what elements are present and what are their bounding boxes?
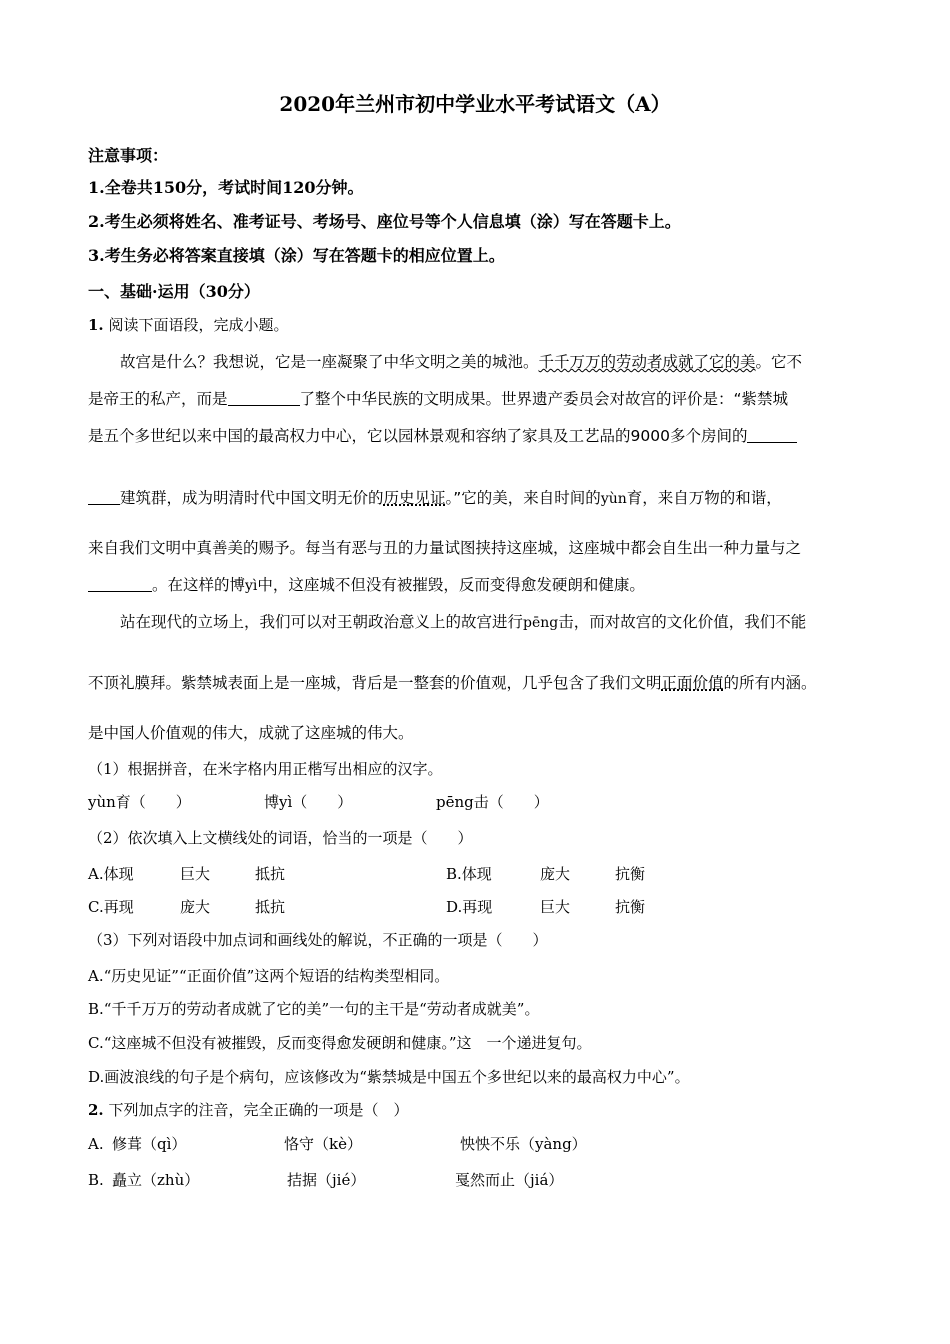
option-a-word-2: 巨大 [180, 865, 211, 883]
pinyin: yùn [600, 491, 627, 507]
passage-line-3 [88, 426, 797, 446]
passage-text: 中，这座城不但没有被摧毁，反而变得愈发硬朗和健康。 [257, 576, 645, 594]
pinyin-item-1: yùn育（ ） [88, 793, 191, 811]
passage-text: 是中国人价值观的伟大，成就了这座城的伟大。 [88, 724, 414, 742]
passage-text: 故宫是什么？我想说，它是一座凝聚了中华文明之美的城池。 [120, 353, 539, 371]
option-d-word-3: 抗衡 [615, 898, 646, 916]
sub3-option-c: C.“这座城不但没有被摧毁，反而变得愈发硬朗和健康。”这 一个递进复句。 [88, 1034, 592, 1052]
option-c-word-2: 庞大 [180, 898, 211, 916]
passage-line-2 [88, 389, 788, 409]
dotted-word-1: 历史见证 [383, 489, 446, 507]
question-1-stem [88, 315, 288, 335]
option-c-word-1: C.再现 [88, 898, 134, 916]
notice-item-2: 2.考生必须将姓名、准考证号、考场号、座位号等个人信息填（涂）写在答题卡上。 [88, 212, 681, 231]
q2-option-b-letter: B. [88, 1171, 104, 1189]
passage-text: 。在这样的博 [152, 576, 246, 594]
passage-line-9 [88, 723, 414, 743]
passage-line-4 [88, 488, 782, 509]
option-b-word-2: 庞大 [540, 865, 571, 883]
notice-item-1: 1.全卷共150分，考试时间120分钟。 [88, 178, 364, 197]
pinyin-item-2: 博yì（ ） [264, 793, 353, 811]
fill-blank-3 [88, 575, 152, 592]
passage-text: 了整个中华民族的文明成果。世界遗产委员会对故宫的评价是：“紫禁城 [299, 390, 789, 408]
passage-text: 站在现代的立场上，我们可以对王朝政治意义上的故宫进行 [120, 613, 524, 631]
fill-blank-1 [228, 389, 300, 406]
notice-heading: 注意事项： [88, 146, 169, 165]
passage-text: 。”它的美，来自时间的 [445, 489, 601, 507]
sub3-option-b: B.“千千万万的劳动者成就了它的美”一句的主干是“劳动者成就美”。 [88, 1000, 540, 1018]
question-number: 1. [88, 316, 104, 334]
q2-option-b-item-1: 矗立（zhù） [112, 1171, 200, 1189]
passage-text: 是五个多世纪以来中国的最高权力中心，它以园林景观和容纳了家具及工艺品的9000多个房间的 [88, 427, 748, 445]
option-d-word-1: D.再现 [446, 898, 493, 916]
fill-blank-2-continued [88, 488, 120, 505]
fill-blank-2 [747, 426, 797, 443]
passage-text: 击，而对故宫的文化价值，我们不能 [558, 613, 807, 631]
sub3-option-d: D.画波浪线的句子是个病句，应该修改为“紫禁城是中国五个多世纪以来的最高权力中心”。 [88, 1068, 690, 1086]
passage-text: 是帝王的私产，而是 [88, 390, 228, 408]
passage-text: 建筑群，成为明清时代中国文明无价的 [120, 489, 384, 507]
sub3-option-a: A.“历史见证”“正面价值”这两个短语的结构类型相同。 [88, 967, 450, 985]
passage-line-1 [120, 352, 802, 372]
passage-text: 不顶礼膜拜。紫禁城表面上是一座城，背后是一整套的价值观，几乎包含了我们文明 [88, 674, 662, 692]
passage-text: 。它不 [755, 353, 803, 371]
option-d-word-2: 巨大 [540, 898, 571, 916]
question-2-stem [88, 1100, 408, 1120]
q2-option-a-item-3: 怏怏不乐（yàng） [460, 1135, 587, 1153]
option-a-word-1: A.体现 [88, 865, 134, 883]
notice-item-3: 3.考生务必将答案直接填（涂）写在答题卡的相应位置上。 [88, 246, 505, 265]
sub-question-1-stem: （1）根据拼音，在米字格内用正楷写出相应的汉字。 [88, 760, 443, 778]
wavy-underlined-sentence: 千千万万的劳动者成就了它的美 [538, 353, 756, 371]
section-heading: 一、基础·运用（30分） [88, 282, 260, 301]
passage-text: 育，来自万物的和谐， [626, 489, 782, 507]
passage-line-8 [88, 673, 817, 693]
option-a-word-3: 抵抗 [255, 865, 286, 883]
option-b-word-1: B.体现 [446, 865, 492, 883]
q2-option-a-letter: A. [88, 1135, 104, 1153]
question-text: 阅读下面语段，完成小题。 [108, 316, 289, 334]
passage-text: 的所有内涵。 [723, 674, 817, 692]
sub-question-2-stem: （2）依次填入上文横线处的词语，恰当的一项是（ ） [88, 829, 473, 847]
pinyin-item-3: pēng击（ ） [436, 793, 549, 811]
q2-option-a-item-1: 修葺（qì） [112, 1135, 187, 1153]
q2-option-b-item-3: 戛然而止（jiá） [455, 1171, 564, 1189]
pinyin: yì [245, 578, 258, 594]
dotted-word-2: 正面价值 [661, 674, 724, 692]
q2-option-b-item-2: 拮据（jié） [287, 1171, 366, 1189]
passage-line-7 [120, 612, 806, 633]
question-text: 下列加点字的注音，完全正确的一项是（ ） [108, 1101, 409, 1119]
option-b-word-3: 抗衡 [615, 865, 646, 883]
option-c-word-3: 抵抗 [255, 898, 286, 916]
question-number: 2. [88, 1101, 104, 1119]
sub-question-3-stem: （3）下列对语段中加点词和画线处的解说，不正确的一项是（ ） [88, 931, 548, 949]
passage-text: 来自我们文明中真善美的赐予。每当有恶与丑的力量试图挟持这座城，这座城中都会自生出一种力量与之 [88, 539, 802, 557]
q2-option-a-item-2: 恪守（kè） [284, 1135, 362, 1153]
passage-line-6 [88, 575, 645, 596]
passage-line-5 [88, 538, 801, 558]
pinyin: pēng [523, 615, 559, 631]
page-title: 2020年兰州市初中学业水平考试语文（A） [279, 92, 671, 116]
